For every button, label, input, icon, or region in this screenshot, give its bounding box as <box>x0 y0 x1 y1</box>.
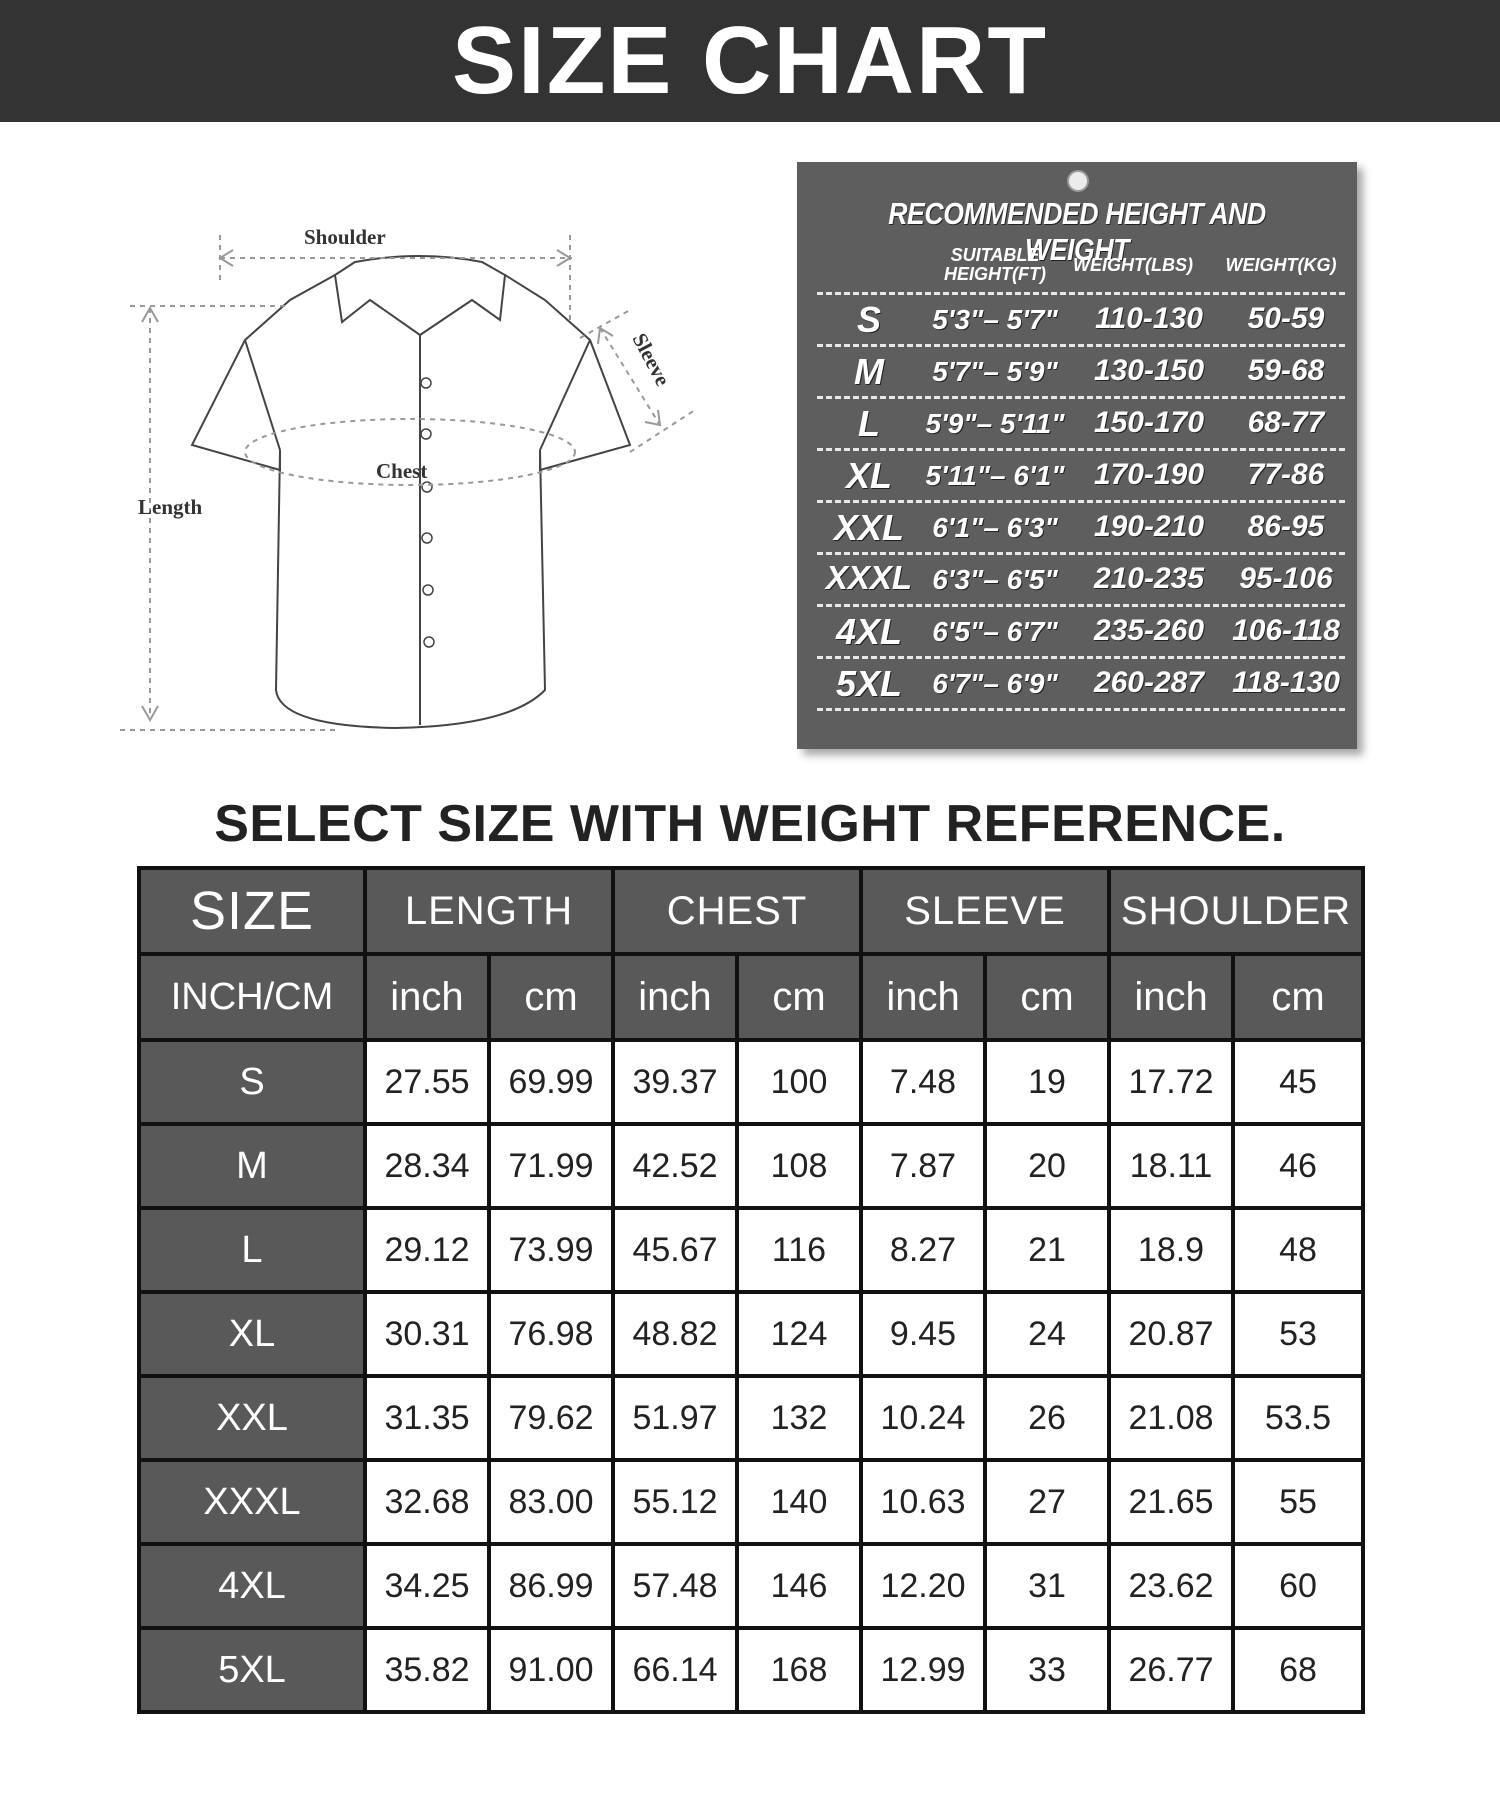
header-bar <box>0 0 1500 122</box>
table-cell: 23.62 <box>1109 1544 1233 1628</box>
table-cell: 18.11 <box>1109 1124 1233 1208</box>
tag-hole-icon <box>1067 170 1089 192</box>
chest-header: CHEST <box>613 868 861 954</box>
table-cell: 26.77 <box>1109 1628 1233 1712</box>
table-cell: 32.68 <box>365 1460 489 1544</box>
table-cell: 48 <box>1233 1208 1363 1292</box>
table-row <box>139 1628 1363 1712</box>
table-cell: 33 <box>985 1628 1109 1712</box>
tag-row: S 5'3"– 5'7" 110-130 50-59 <box>817 292 1345 344</box>
table-cell: 55 <box>1233 1460 1363 1544</box>
shirt-illustration <box>120 220 720 740</box>
sleeve-header: SLEEVE <box>861 868 1109 954</box>
table-cell: 27.55 <box>365 1040 489 1124</box>
table-cell: 45 <box>1233 1040 1363 1124</box>
table-cell: 7.87 <box>861 1124 985 1208</box>
table-cell: 71.99 <box>489 1124 613 1208</box>
table-cell: 45.67 <box>613 1208 737 1292</box>
table-cell: 53.5 <box>1233 1376 1363 1460</box>
table-cell: 19 <box>985 1040 1109 1124</box>
table-cell: 21.08 <box>1109 1376 1233 1460</box>
table-cell: 86.99 <box>489 1544 613 1628</box>
table-cell: 10.24 <box>861 1376 985 1460</box>
table-cell: 69.99 <box>489 1040 613 1124</box>
row-size: 4XL <box>139 1544 365 1628</box>
table-cell: 132 <box>737 1376 861 1460</box>
table-cell: 17.72 <box>1109 1040 1233 1124</box>
table-cell: 12.99 <box>861 1628 985 1712</box>
table-cell: 76.98 <box>489 1292 613 1376</box>
table-cell: 66.14 <box>613 1628 737 1712</box>
table-cell: 20 <box>985 1124 1109 1208</box>
table-cell: 168 <box>737 1628 861 1712</box>
tag-row: L 5'9"– 5'11" 150-170 68-77 <box>817 396 1345 448</box>
table-cell: 73.99 <box>489 1208 613 1292</box>
table-cell: 9.45 <box>861 1292 985 1376</box>
row-size: L <box>139 1208 365 1292</box>
table-row <box>139 1544 1363 1628</box>
table-cell: 116 <box>737 1208 861 1292</box>
table-cell: 79.62 <box>489 1376 613 1460</box>
row-size: XXL <box>139 1376 365 1460</box>
table-cell: 83.00 <box>489 1460 613 1544</box>
tag-row: M 5'7"– 5'9" 130-150 59-68 <box>817 344 1345 396</box>
table-cell: 12.20 <box>861 1544 985 1628</box>
table-cell: 21.65 <box>1109 1460 1233 1544</box>
section-subtitle: SELECT SIZE WITH WEIGHT REFERENCE. <box>214 795 1286 853</box>
kg-column-header: WEIGHT(KG) <box>1225 255 1337 275</box>
table-cell: 57.48 <box>613 1544 737 1628</box>
table-cell: 53 <box>1233 1292 1363 1376</box>
cm-header: cm <box>489 954 613 1040</box>
cm-header: cm <box>1233 954 1363 1040</box>
table-cell: 140 <box>737 1460 861 1544</box>
row-size: XXXL <box>139 1460 365 1544</box>
table-cell: 60 <box>1233 1544 1363 1628</box>
length-header: LENGTH <box>365 868 613 954</box>
row-size: M <box>139 1124 365 1208</box>
table-cell: 8.27 <box>861 1208 985 1292</box>
table-cell: 20.87 <box>1109 1292 1233 1376</box>
tag-row: XXL 6'1"– 6'3" 190-210 86-95 <box>817 500 1345 552</box>
page-title: SIZE CHART <box>452 7 1048 114</box>
size-table <box>137 866 1365 1714</box>
table-cell: 51.97 <box>613 1376 737 1460</box>
table-cell: 31.35 <box>365 1376 489 1460</box>
table-cell: 124 <box>737 1292 861 1376</box>
table-cell: 100 <box>737 1040 861 1124</box>
table-cell: 10.63 <box>861 1460 985 1544</box>
table-cell: 26 <box>985 1376 1109 1460</box>
table-cell: 42.52 <box>613 1124 737 1208</box>
table-cell: 146 <box>737 1544 861 1628</box>
row-size: S <box>139 1040 365 1124</box>
tag-title: RECOMMENDED HEIGHT AND WEIGHT <box>888 196 1266 267</box>
length-label: Length <box>138 495 203 519</box>
inch-header: inch <box>861 954 985 1040</box>
table-cell: 39.37 <box>613 1040 737 1124</box>
lbs-column-header: WEIGHT(LBS) <box>1073 255 1193 275</box>
cm-header: cm <box>737 954 861 1040</box>
tag-row: XXXL 6'3"– 6'5" 210-235 95-106 <box>817 552 1345 604</box>
table-cell: 91.00 <box>489 1628 613 1712</box>
tag-bottom-divider <box>817 708 1345 711</box>
table-row <box>139 1376 1363 1460</box>
table-cell: 18.9 <box>1109 1208 1233 1292</box>
table-cell: 108 <box>737 1124 861 1208</box>
table-row <box>139 1460 1363 1544</box>
table-cell: 7.48 <box>861 1040 985 1124</box>
table-cell: 29.12 <box>365 1208 489 1292</box>
sleeve-label: Sleeve <box>627 329 676 390</box>
table-cell: 21 <box>985 1208 1109 1292</box>
table-cell: 46 <box>1233 1124 1363 1208</box>
table-cell: 31 <box>985 1544 1109 1628</box>
table-cell: 35.82 <box>365 1628 489 1712</box>
inch-header: inch <box>1109 954 1233 1040</box>
recommended-size-tag <box>797 162 1357 749</box>
tag-row: XL 5'11"– 6'1" 170-190 77-86 <box>817 448 1345 500</box>
row-size: XL <box>139 1292 365 1376</box>
table-row <box>139 1124 1363 1208</box>
inch-header: inch <box>365 954 489 1040</box>
cm-header: cm <box>985 954 1109 1040</box>
table-cell: 24 <box>985 1292 1109 1376</box>
table-row <box>139 1292 1363 1376</box>
table-cell: 55.12 <box>613 1460 737 1544</box>
unit-header: INCH/CM <box>139 954 365 1040</box>
shoulder-header: SHOULDER <box>1109 868 1363 954</box>
table-cell: 48.82 <box>613 1292 737 1376</box>
size-header: SIZE <box>139 868 365 954</box>
row-size: 5XL <box>139 1628 365 1712</box>
table-cell: 68 <box>1233 1628 1363 1712</box>
table-row <box>139 1208 1363 1292</box>
table-cell: 30.31 <box>365 1292 489 1376</box>
height-column-header: SUITABLE HEIGHT(FT) <box>944 245 1046 284</box>
inch-header: inch <box>613 954 737 1040</box>
shirt-diagram <box>120 220 720 740</box>
shoulder-label: Shoulder <box>304 225 386 249</box>
chest-label: Chest <box>376 459 428 483</box>
table-cell: 27 <box>985 1460 1109 1544</box>
table-cell: 28.34 <box>365 1124 489 1208</box>
table-row <box>139 1040 1363 1124</box>
table-cell: 34.25 <box>365 1544 489 1628</box>
tag-row: 5XL 6'7"– 6'9" 260-287 118-130 <box>817 656 1345 708</box>
tag-row: 4XL 6'5"– 6'7" 235-260 106-118 <box>817 604 1345 656</box>
